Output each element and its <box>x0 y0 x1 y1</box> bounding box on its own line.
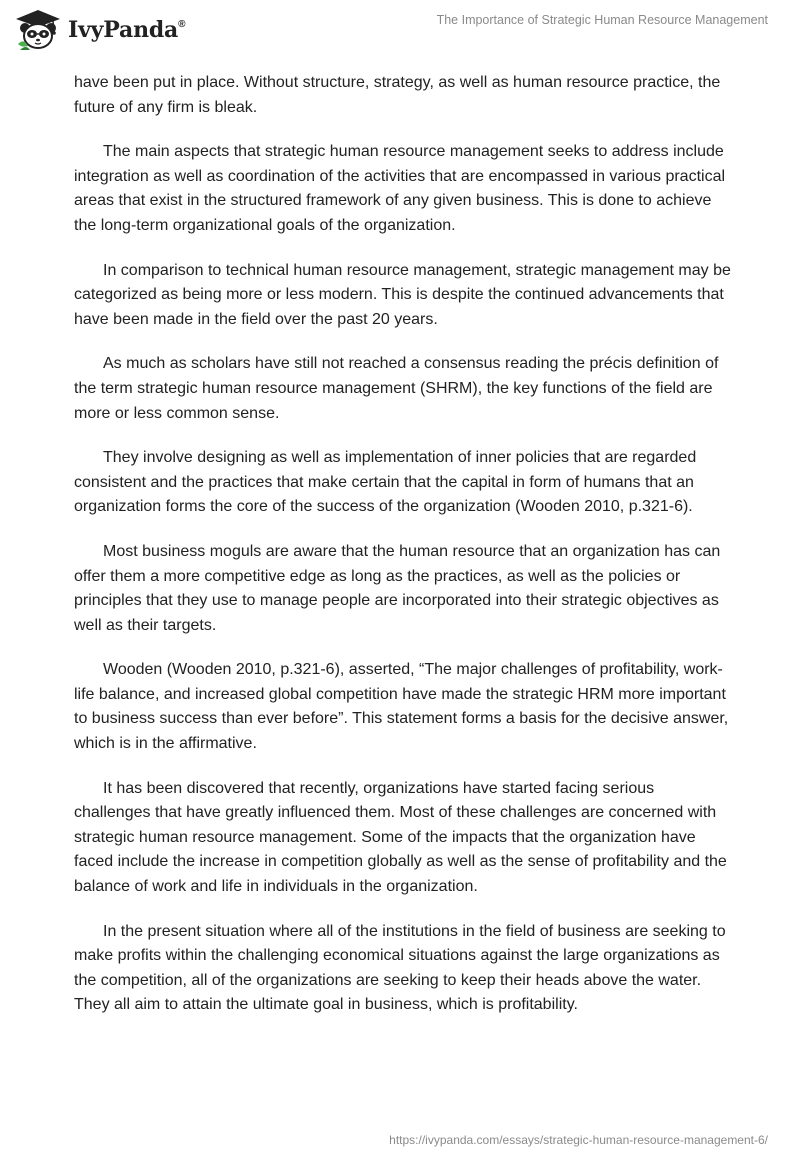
paragraph-2: The main aspects that strategic human resource management seeks to address include integration as well as coordination of the activities that are encompassed in various practical areas that exist in the structured framework of any given business. This is done to achieve the long-term organizational goals of the organization. <box>74 143 726 234</box>
paragraph-6: Most business moguls are aware that the human resource that an organization has can offer them a more competitive edge as long as the practices, as well as the policies or principles that they use to manage people are incorporated into their strategic objectives as well as their targets. <box>74 542 721 634</box>
paragraph-9: In the present situation where all of the institutions in the field of business are seeking to make profits within the challenging economical situations against the large organizations as the competition, all of the organizations are seeking to keep their heads above the water. They all aim to attain the ultimate goal in business, which is profitability. <box>74 922 726 1014</box>
paragraph-8: It has been discovered that recently, organizations have started facing serious challenges that have greatly influenced them. Most of these challenges are concerned with strategic human resource management. Some of the impacts that the organization have faced include the increase in competition globally as well as the sense of profitability and the balance of work and life in individuals in the organization. <box>74 779 727 896</box>
registered-mark: ® <box>178 18 186 30</box>
paragraph-5: They involve designing as well as implementation of inner policies that are regarded consistent and the practices that make certain that the capital in form of humans that an organization forms the core of the success of the organization (Wooden 2010, p.321-6). <box>74 449 697 516</box>
paragraph-3: In comparison to technical human resource management, strategic management may be categorized as being more or less modern. This is despite the continued advancements that have been made in the field over the past 20 years. <box>74 261 731 328</box>
source-url[interactable]: https://ivypanda.com/essays/strategic-human-resource-management-6/ <box>389 1133 768 1147</box>
paragraph-7: Wooden (Wooden 2010, p.321-6), asserted, “The major challenges of profitability, work-life balance, and increased global competition have made the strategic HRM more important to business success than ever before”. This statement forms a basis for the decisive answer, which is in the affirmative. <box>74 661 729 753</box>
document-title: The Importance of Strategic Human Resource Management <box>436 13 768 27</box>
paragraph-4: As much as scholars have still not reached a consensus reading the précis definition of the term strategic human resource management (SHRM), the key functions of the field are more or less common sense. <box>74 355 719 422</box>
ivypanda-logo[interactable] <box>14 8 185 52</box>
page-header <box>0 0 800 64</box>
essay-body <box>74 71 734 1038</box>
panda-graduate-icon <box>14 8 62 52</box>
paragraph-1: have been put in place. Without structure, strategy, as well as human resource practice, the future of any firm is bleak. <box>74 74 721 116</box>
brand-name: IvyPanda® <box>68 17 186 43</box>
